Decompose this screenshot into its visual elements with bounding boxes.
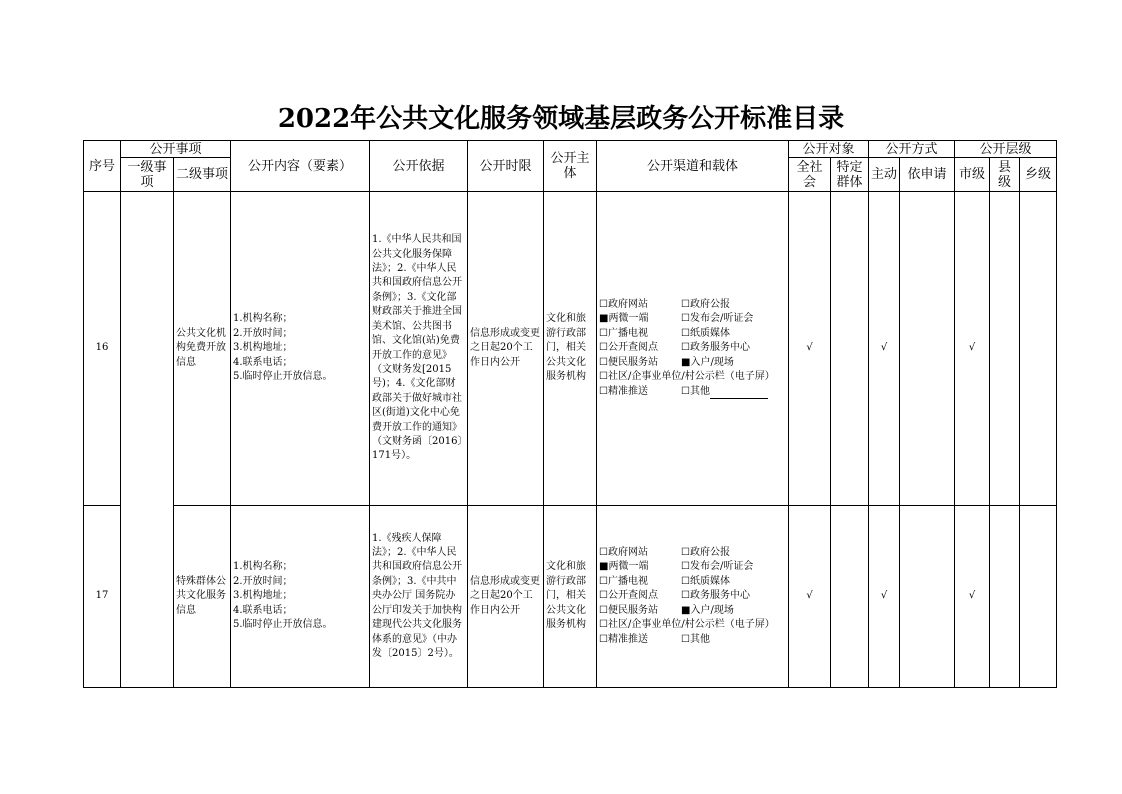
row-proactive: √ [869, 192, 900, 506]
row-subject: 文化和旅游行政部门，相关公共文化服务机构 [544, 192, 597, 506]
header-subject: 公开主体 [544, 141, 597, 192]
content-line: 3.机构地址； [233, 342, 293, 354]
channel-option: ☐政府公报 [681, 547, 730, 559]
row-seq: 16 [84, 192, 121, 506]
row-on-request [900, 192, 955, 506]
channel-option: ☐政府网站 [599, 299, 648, 311]
header-on-request: 依申请 [900, 158, 955, 192]
header-city: 市级 [955, 158, 990, 192]
channel-option: ■入户/现场 [681, 356, 734, 368]
row-county [990, 506, 1020, 688]
row-channels [597, 192, 789, 506]
channel-option: ■两微一端 [599, 313, 649, 325]
channel-option: ☐发布会/听证会 [681, 561, 754, 573]
channel-option: ☐精准推送 [599, 385, 648, 397]
content-line: 5.临时停止开放信息。 [233, 619, 333, 631]
channel-option: ☐政府网站 [599, 547, 648, 559]
header-township: 乡级 [1020, 158, 1057, 192]
channel-option: ☐社区/企事业单位/村公示栏（电子屏） [599, 371, 775, 383]
channel-option: ■入户/现场 [681, 604, 734, 616]
row-proactive: √ [869, 506, 900, 688]
header-time-limit: 公开时限 [468, 141, 544, 192]
row-seq: 17 [84, 506, 121, 688]
row-time-limit: 信息形成或变更之日起20个工作日内公开 [468, 506, 544, 688]
header-basis: 公开依据 [370, 141, 468, 192]
row-township [1020, 192, 1057, 506]
table-row [84, 506, 1057, 688]
row-whole-society: √ [789, 506, 831, 688]
channel-option: ☐政务服务中心 [681, 590, 750, 602]
content-line: 4.联系电话； [233, 356, 293, 368]
header-level1: 一级事项 [121, 158, 174, 192]
content-line: 5.临时停止开放信息。 [233, 371, 333, 383]
content-line: 1.机构名称； [233, 313, 293, 325]
row-whole-society: √ [789, 192, 831, 506]
channel-option: ☐广播电视 [599, 327, 648, 339]
row-channels [597, 506, 789, 688]
header-level2: 二级事项 [174, 158, 231, 192]
header-method-group: 公开方式 [869, 141, 955, 158]
channel-option: ☐政府公报 [681, 299, 730, 311]
row-level2: 公共文化机构免费开放信息 [174, 192, 231, 506]
row-basis: 1.《残疾人保障法》；2.《中华人民共和国政府信息公开条例》；3.《中共中央办公厅 国务院办公厅印发关于加快构建现代公共文化服务体系的意见》（中办发〔2015〕2号）。 [370, 506, 468, 688]
channel-option: ☐便民服务站 [599, 604, 658, 616]
row-level1 [121, 192, 174, 688]
header-seq: 序号 [84, 141, 121, 192]
channel-option: ☐纸质媒体 [681, 575, 730, 587]
channel-option: ☐精准推送 [599, 633, 648, 645]
row-time-limit: 信息形成或变更之日起20个工作日内公开 [468, 192, 544, 506]
channel-option: ☐社区/企事业单位/村公示栏（电子屏） [599, 619, 775, 631]
row-specific-group [831, 506, 869, 688]
row-specific-group [831, 192, 869, 506]
row-on-request [900, 506, 955, 688]
header-proactive: 主动 [869, 158, 900, 192]
channel-option: ☐便民服务站 [599, 356, 658, 368]
header-specific-group: 特定群体 [831, 158, 869, 192]
row-subject: 文化和旅游行政部门，相关公共文化服务机构 [544, 506, 597, 688]
channel-option: ☐政务服务中心 [681, 342, 750, 354]
standard-catalog-table [83, 140, 1057, 688]
content-line: 1.机构名称； [233, 561, 293, 573]
table-row [84, 192, 1057, 506]
page-title: 2022年公共文化服务领域基层政务公开标准目录 [277, 104, 845, 134]
fill-in-line [710, 388, 768, 399]
row-content [231, 192, 370, 506]
header-level-group: 公开层级 [955, 141, 1057, 158]
header-county: 县级 [990, 158, 1020, 192]
channel-option: ■两微一端 [599, 561, 649, 573]
content-line: 2.开放时间； [233, 575, 293, 587]
row-level2: 特殊群体公共文化服务信息 [174, 506, 231, 688]
row-city: √ [955, 506, 990, 688]
header-audience-group: 公开对象 [789, 141, 869, 158]
row-content [231, 506, 370, 688]
channel-option: ☐公开查阅点 [599, 342, 658, 354]
channel-option: ☐公开查阅点 [599, 590, 658, 602]
content-line: 3.机构地址； [233, 590, 293, 602]
row-county [990, 192, 1020, 506]
channel-option: ☐广播电视 [599, 575, 648, 587]
header-whole-society: 全社会 [789, 158, 831, 192]
channel-option: ☐其他 [681, 633, 710, 645]
row-city: √ [955, 192, 990, 506]
header-content: 公开内容（要素） [231, 141, 370, 192]
channel-option: ☐纸质媒体 [681, 327, 730, 339]
channel-option: ☐发布会/听证会 [681, 313, 754, 325]
content-line: 2.开放时间； [233, 327, 293, 339]
channel-option-other: ☐其他 [681, 385, 786, 399]
content-line: 4.联系电话； [233, 604, 293, 616]
row-township [1020, 506, 1057, 688]
header-channels: 公开渠道和载体 [597, 141, 789, 192]
header-item-group: 公开事项 [121, 141, 231, 158]
row-basis: 1.《中华人民共和国公共文化服务保障法》；2.《中华人民共和国政府信息公开条例》；3.《文化部财政部关于推进全国美术馆、公共图书馆、文化馆(站)免费开放工作的意见》（文财务发[2015号)；4.《文化部财政部关于做好城市社区(街道)文化中心免费开放工作的通知》（文财务函〔2016〕171号）。 [370, 192, 468, 506]
